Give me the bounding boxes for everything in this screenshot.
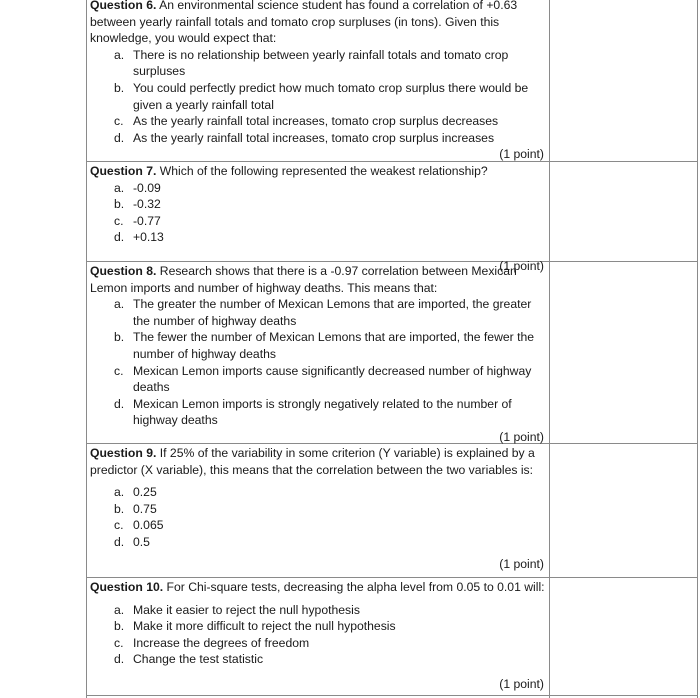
option-letter: a. — [114, 297, 125, 312]
option-letter: d. — [114, 534, 125, 549]
option-c[interactable] — [90, 517, 548, 534]
option-b[interactable] — [90, 80, 548, 113]
points-label: (1 point) — [499, 676, 544, 691]
question-prompt — [90, 579, 548, 596]
option-letter: c. — [114, 114, 124, 129]
option-letter: b. — [114, 501, 125, 516]
option-c[interactable] — [90, 213, 548, 230]
option-letter: a. — [114, 485, 125, 500]
option-d[interactable] — [90, 229, 548, 246]
option-letter: c. — [114, 518, 124, 533]
option-letter: a. — [114, 180, 125, 195]
option-text: Change the test statistic — [133, 652, 264, 667]
option-letter: d. — [114, 230, 125, 245]
option-text: +0.13 — [133, 230, 164, 245]
question-number: Question 7. — [90, 164, 157, 178]
option-text: The fewer the number of Mexican Lemons that are imported, the fewer the number of highway deaths — [133, 330, 535, 361]
row-divider — [86, 577, 698, 578]
question-10 — [90, 579, 548, 693]
option-letter: d. — [114, 396, 125, 411]
table-border-right — [697, 0, 698, 698]
answer-options — [90, 602, 548, 668]
points-label: (1 point) — [499, 258, 544, 273]
question-9 — [90, 445, 548, 572]
answer-options — [90, 47, 548, 147]
option-c[interactable] — [90, 635, 548, 652]
option-text: -0.09 — [133, 180, 161, 195]
option-text: -0.77 — [133, 213, 161, 228]
option-letter: a. — [114, 602, 125, 617]
option-letter: c. — [114, 635, 124, 650]
option-c[interactable] — [90, 363, 548, 396]
answer-options — [90, 180, 548, 246]
option-text: As the yearly rainfall total increases, tomato crop surplus decreases — [133, 114, 499, 129]
option-text: Make it more difficult to reject the null hypothesis — [133, 619, 396, 634]
question-prompt — [90, 163, 548, 180]
question-6 — [90, 0, 548, 163]
answer-options — [90, 484, 548, 550]
option-d[interactable] — [90, 534, 548, 551]
option-text: 0.75 — [133, 501, 157, 516]
question-text: For Chi-square tests, decreasing the alpha level from 0.05 to 0.01 will: — [163, 580, 545, 594]
answer-options — [90, 296, 548, 429]
question-number: Question 8. — [90, 264, 157, 278]
option-b[interactable] — [90, 618, 548, 635]
option-c[interactable] — [90, 113, 548, 130]
points-label: (1 point) — [499, 429, 544, 444]
option-text: Mexican Lemon imports is strongly negatively related to the number of highway deaths — [133, 396, 512, 428]
table-column-divider — [549, 0, 550, 698]
option-d[interactable] — [90, 396, 548, 429]
option-letter: b. — [114, 80, 125, 95]
question-prompt — [90, 0, 548, 47]
question-text: Research shows that there is a -0.97 correlation between Mexican Lemon imports and number of highway deaths. This means that: — [90, 264, 517, 295]
option-letter: c. — [114, 363, 124, 378]
option-letter: a. — [114, 47, 125, 62]
option-letter: b. — [114, 330, 125, 345]
option-text: Mexican Lemon imports cause significantly decreased number of highway deaths — [133, 363, 532, 395]
question-text: An environmental science student has found a correlation of +0.63 between yearly rainfall totals and tomato crop surpluses (in tons). Given this knowledge, you would expect that: — [90, 0, 518, 46]
option-text: Increase the degrees of freedom — [133, 635, 310, 650]
question-prompt — [90, 445, 548, 478]
option-letter: d. — [114, 652, 125, 667]
option-text: You could perfectly predict how much tomato crop surplus there would be given a yearly rainfall total — [133, 80, 529, 112]
option-a[interactable] — [90, 180, 548, 197]
table-border-left — [86, 0, 87, 698]
option-a[interactable] — [90, 47, 548, 80]
option-d[interactable] — [90, 130, 548, 147]
option-a[interactable] — [90, 484, 548, 501]
option-a[interactable] — [90, 296, 548, 329]
option-text: -0.32 — [133, 197, 161, 212]
points-label: (1 point) — [499, 147, 544, 162]
question-number: Question 6. — [90, 0, 157, 12]
points-label: (1 point) — [499, 556, 544, 571]
option-text: 0.25 — [133, 485, 157, 500]
option-b[interactable] — [90, 501, 548, 518]
question-number: Question 10. — [90, 580, 164, 594]
option-text: There is no relationship between yearly rainfall totals and tomato crop surpluses — [133, 47, 509, 79]
option-d[interactable] — [90, 651, 548, 668]
option-letter: d. — [114, 130, 125, 145]
question-number: Question 9. — [90, 446, 157, 460]
option-text: The greater the number of Mexican Lemons that are imported, the greater the number of highway deaths — [133, 297, 532, 328]
option-a[interactable] — [90, 602, 548, 619]
option-text: 0.065 — [133, 518, 164, 533]
option-text: As the yearly rainfall total increases, tomato crop surplus increases — [133, 130, 495, 145]
option-text: Make it easier to reject the null hypothesis — [133, 602, 360, 617]
option-text: 0.5 — [133, 534, 150, 549]
question-text: If 25% of the variability in some criterion (Y variable) is explained by a predictor (X variable), this means that the correlation between the two variables is: — [90, 446, 535, 477]
question-prompt — [90, 263, 548, 296]
option-b[interactable] — [90, 196, 548, 213]
option-letter: b. — [114, 197, 125, 212]
option-letter: b. — [114, 619, 125, 634]
question-7 — [90, 163, 548, 275]
option-b[interactable] — [90, 329, 548, 362]
question-8 — [90, 263, 548, 446]
option-letter: c. — [114, 213, 124, 228]
question-text: Which of the following represented the weakest relationship? — [156, 164, 488, 178]
